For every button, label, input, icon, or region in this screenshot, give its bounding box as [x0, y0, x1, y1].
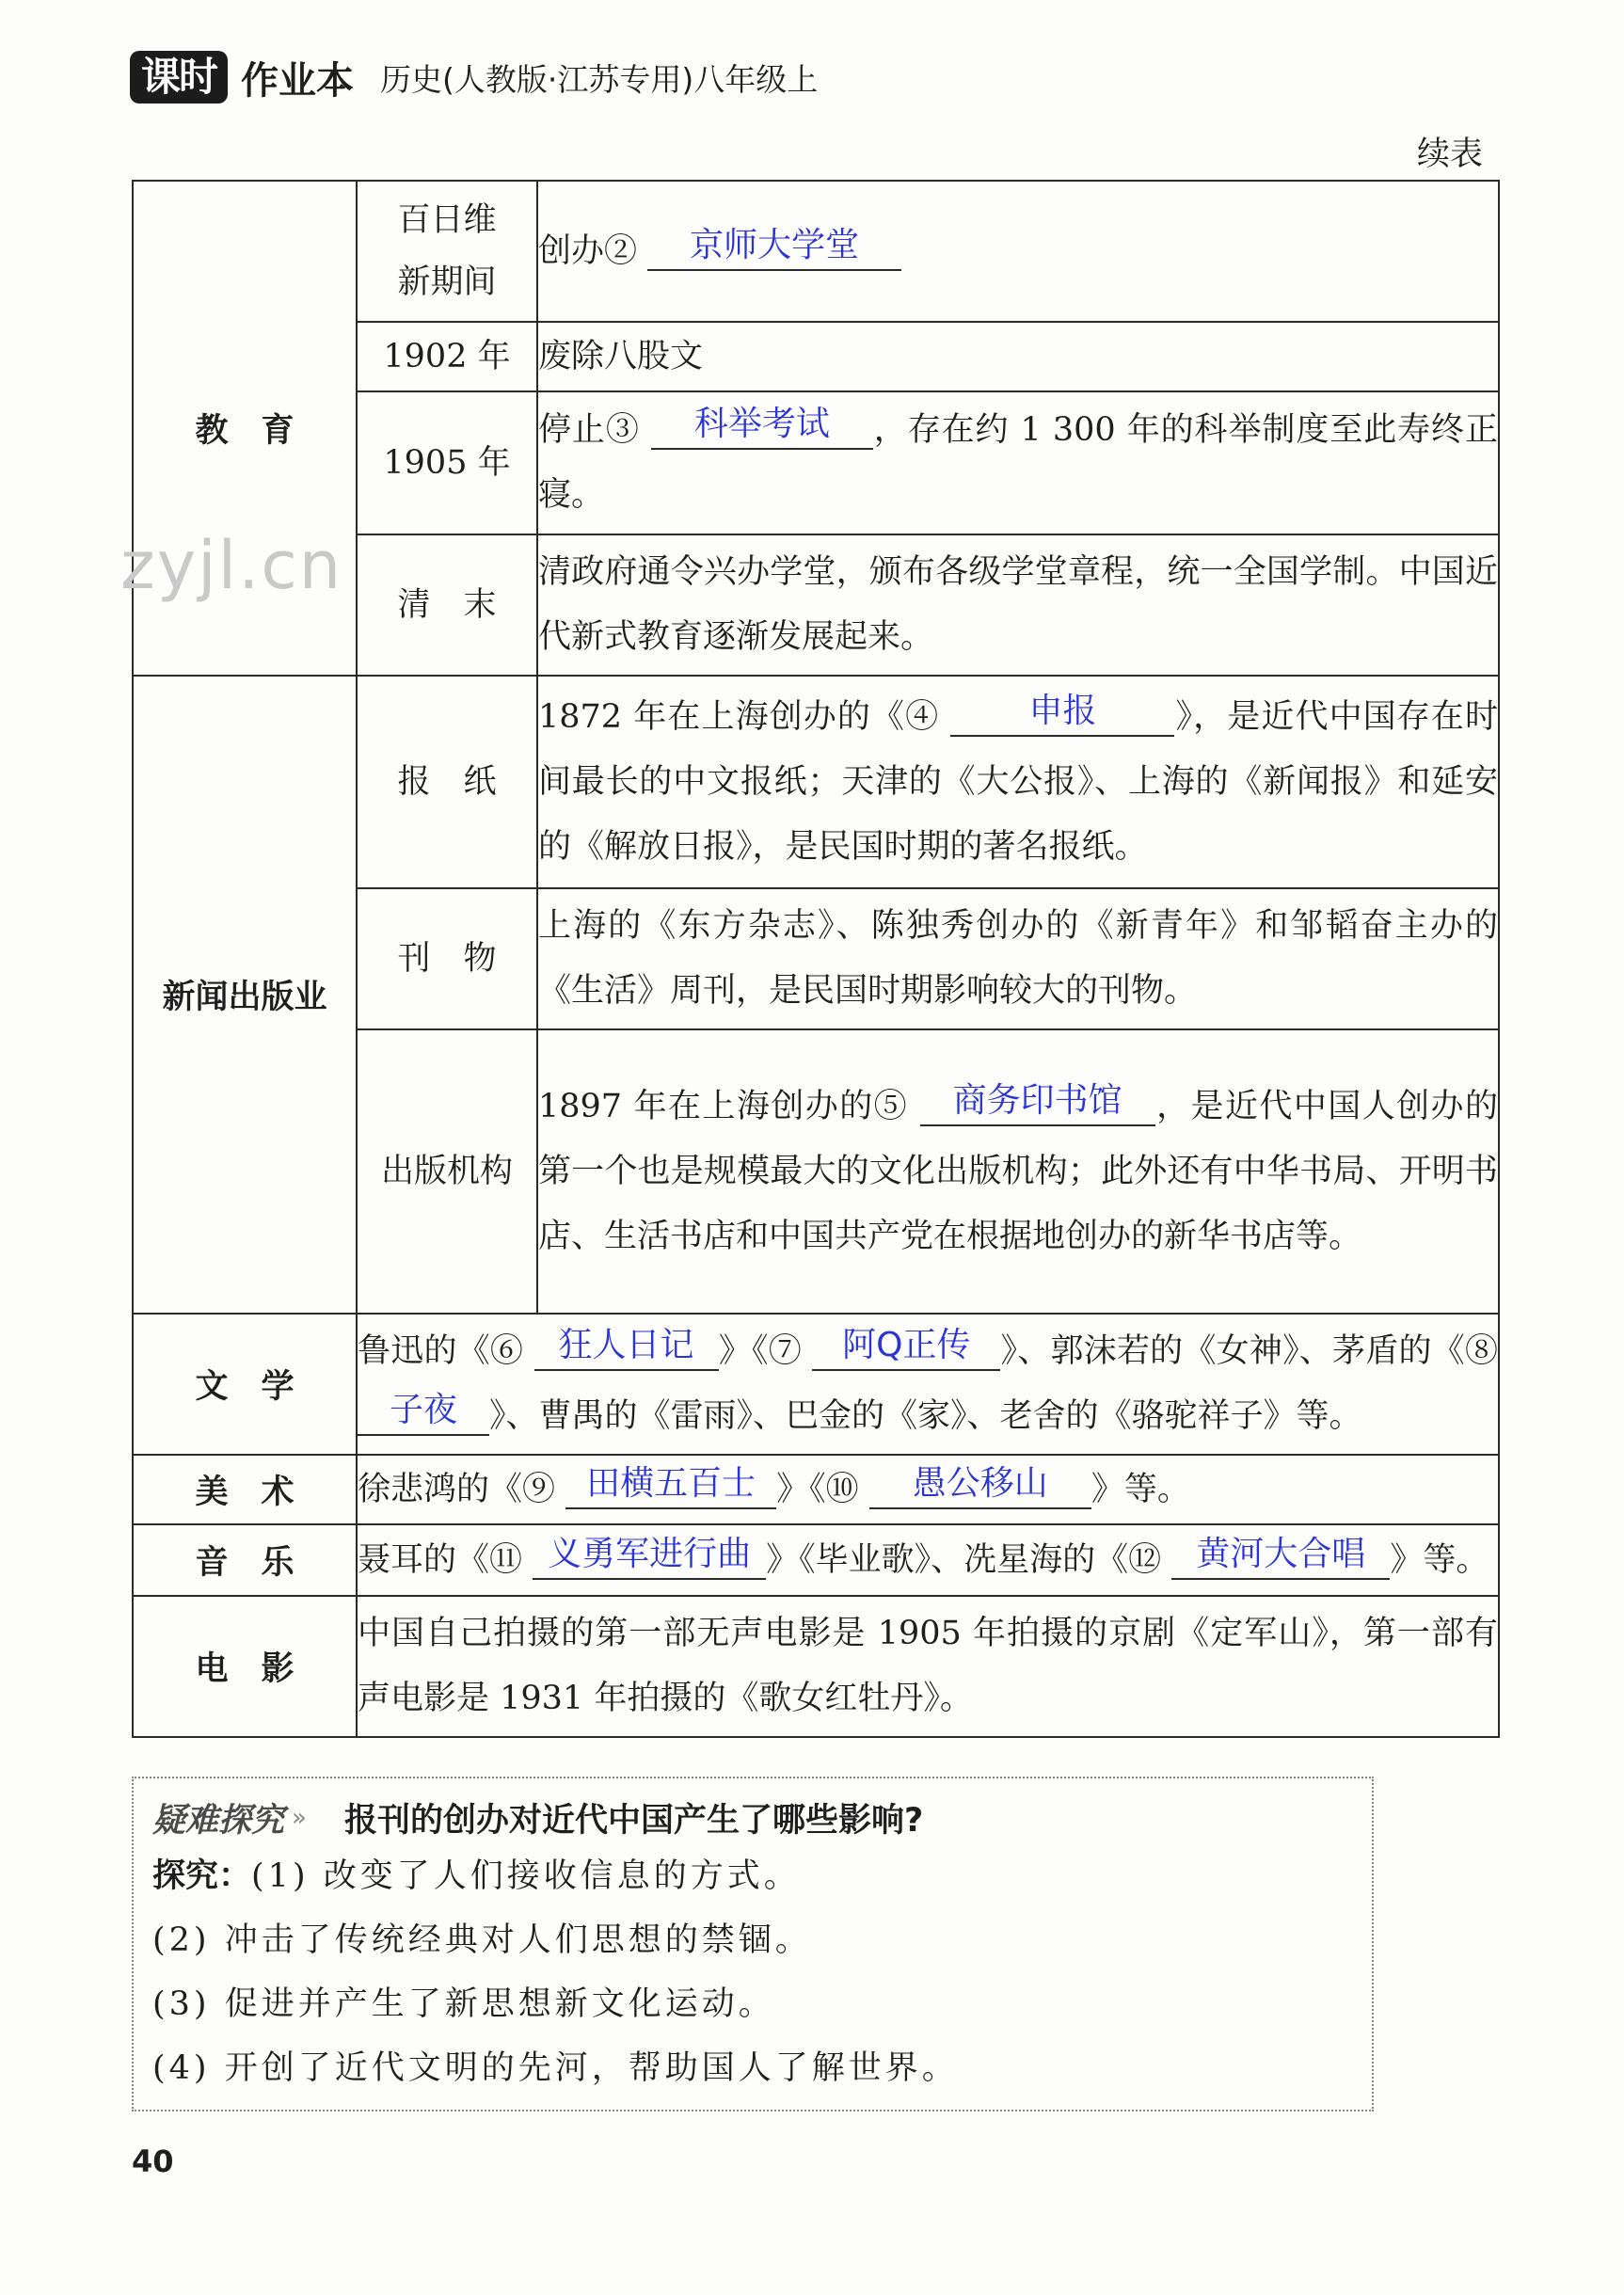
category-music: 音 乐 [133, 1524, 357, 1596]
content-text: 停止③ [538, 411, 640, 449]
double-arrow-icon: » [292, 1804, 307, 1832]
culture-table [132, 180, 1500, 1738]
content-cell: 废除八股文 [537, 322, 1499, 391]
content-cell [537, 181, 1499, 322]
table-row [133, 181, 1499, 322]
table-row [133, 1596, 1499, 1737]
content-text: 》《⑦ [718, 1332, 802, 1370]
answer-blank-5: 商务印书馆 [920, 1077, 1155, 1126]
content-cell: 中国自己拍摄的第一部无声电影是 1905 年拍摄的京剧《定军山》，第一部有声电影是 1931 年拍摄的《歌女红牡丹》。 [357, 1596, 1499, 1737]
content-text: 1872 年在上海创办的《④ [538, 697, 940, 736]
content-text: 》《毕业歌》、冼星海的《⑫ [766, 1540, 1162, 1579]
content-text: 》等。 [1091, 1470, 1190, 1508]
content-cell [537, 391, 1499, 534]
answer-blank-10: 愚公移山 [869, 1460, 1091, 1509]
explore-answer-line: (3) 促进并产生了新思想新文化运动。 [152, 1985, 775, 2023]
content-text: 创办② [538, 231, 638, 270]
sub-label: 1902 年 [357, 322, 537, 391]
sub-label: 出版机构 [357, 1029, 537, 1314]
category-art: 美 术 [133, 1455, 357, 1524]
book-name: 作业本 [241, 58, 355, 103]
explore-answer-text: (1) 改变了人们接收信息的方式。 [251, 1857, 801, 1895]
content-text: 1897 年在上海创办的⑤ [538, 1087, 909, 1125]
answer-blank-12: 黄河大合唱 [1171, 1531, 1390, 1580]
category-education: 教 育 [133, 181, 357, 676]
content-text: 》、曹禺的《雷雨》、巴金的《家》、老舍的《骆驼祥子》等。 [489, 1397, 1362, 1435]
table-row [133, 1524, 1499, 1596]
answer-blank-8: 子夜 [358, 1387, 489, 1436]
answer-blank-3: 科举考试 [651, 401, 873, 450]
sub-label: 刊 物 [357, 888, 537, 1029]
sub-label-text: 百日维新期间 [397, 201, 497, 301]
answer-blank-2: 京师大学堂 [647, 222, 901, 271]
page-header [130, 49, 818, 105]
category-film: 电 影 [133, 1596, 357, 1737]
content-cell [537, 676, 1499, 888]
content-text: ，是近代中国人创办的第一个也是规模最大的文化出版机构；此外还有中华书局、开明书店、生活书店和中国共产党在根据地创办的新华书店等。 [538, 1087, 1498, 1255]
content-text: 》等。 [1390, 1540, 1489, 1579]
explore-answer-line [152, 1844, 1353, 1908]
explore-answer-line: (2) 冲击了传统经典对人们思想的禁锢。 [152, 1921, 812, 1959]
answer-blank-11: 义勇军进行曲 [533, 1531, 766, 1580]
content-cell [537, 1029, 1499, 1314]
page-number: 40 [132, 2144, 174, 2179]
category-literature: 文 学 [133, 1314, 357, 1455]
explore-question: 报刊的创办对近代中国产生了哪些影响? [343, 1802, 924, 1840]
explore-tag: 疑难探究 [152, 1802, 285, 1840]
sub-label [357, 181, 537, 322]
explore-label: 探究： [152, 1857, 252, 1895]
content-cell [357, 1314, 1499, 1455]
answer-blank-4: 申报 [950, 688, 1174, 737]
table-row [133, 1314, 1499, 1455]
content-cell: 上海的《东方杂志》、陈独秀创办的《新青年》和邹韬奋主办的《生活》周刊，是民国时期影响较大的刊物。 [537, 888, 1499, 1029]
book-logo: 课时 [130, 51, 228, 104]
content-cell [357, 1455, 1499, 1524]
content-text: 》《⑩ [776, 1470, 859, 1508]
content-text: 聂耳的《⑪ [358, 1540, 523, 1579]
content-text: 鲁迅的《⑥ [358, 1332, 524, 1370]
table-row [133, 676, 1499, 888]
sub-label: 报 纸 [357, 676, 537, 888]
explore-header [152, 1792, 1353, 1844]
explore-box [132, 1777, 1374, 2112]
answer-blank-9: 田横五百士 [565, 1460, 776, 1509]
watermark: zyjl.cn [120, 527, 343, 604]
explore-answer-line: (4) 开创了近代文明的先河，帮助国人了解世界。 [152, 2049, 959, 2087]
subject-title: 历史(人教版·江苏专用)八年级上 [380, 60, 819, 98]
category-press: 新闻出版业 [133, 676, 357, 1314]
content-text: 徐悲鸿的《⑨ [358, 1470, 556, 1508]
content-text: ，存在约 1 300 年的科举制度至此寿终正寝。 [538, 411, 1498, 514]
continued-label: 续表 [1416, 135, 1483, 173]
content-cell [357, 1524, 1499, 1596]
table-row [133, 1455, 1499, 1524]
answer-blank-6: 狂人日记 [534, 1322, 719, 1371]
sub-label: 清 末 [357, 534, 537, 676]
content-text: 》、郭沫若的《女神》、茅盾的《⑧ [1000, 1332, 1498, 1370]
content-cell: 清政府通令兴办学堂，颁布各级学堂章程，统一全国学制。中国近代新式教育逐渐发展起来。 [537, 534, 1499, 676]
answer-blank-7: 阿Q正传 [812, 1322, 1000, 1371]
sub-label: 1905 年 [357, 391, 537, 534]
content-text: 》，是近代中国存在时间最长的中文报纸；天津的《大公报》、上海的《新闻报》和延安的《解放日报》，是民国时期的著名报纸。 [538, 697, 1498, 866]
